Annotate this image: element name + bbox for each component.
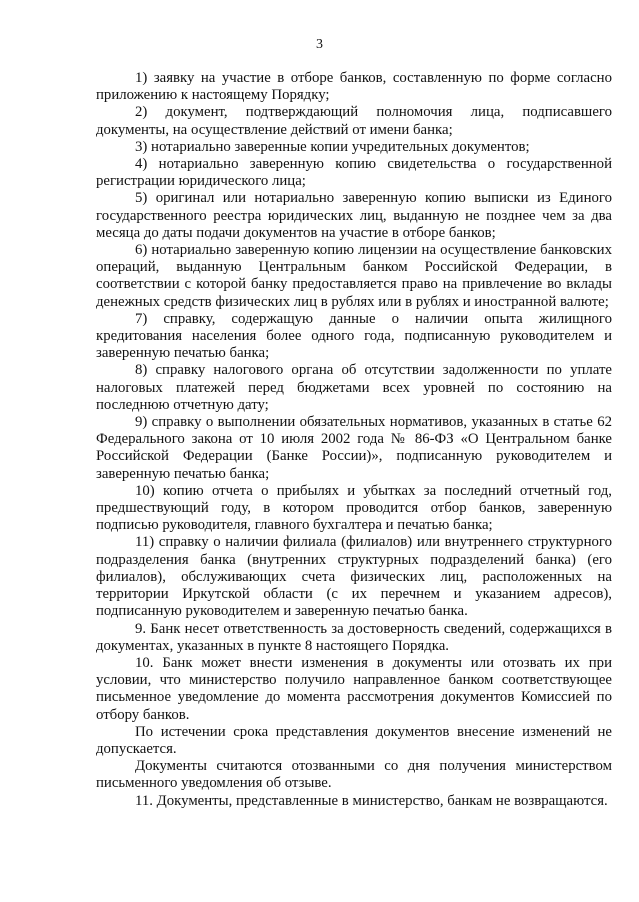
document-body [96,70,612,810]
list-item-5: 5) оригинал или нотариально заверенную копию выписки из Единого государственного реестра юридических лиц, выданную не позднее чем за два месяца до даты подачи документов на участие в отборе банков; [96,190,612,241]
list-item-9: 9) справку о выполнении обязательных нормативов, указанных в статье 62 Федерального закона от 10 июля 2002 года № 86-ФЗ «О Центральном банке Российской Федерации (Банке России)», подписанную руководителем и заверенную печатью банка; [96,414,612,482]
list-item-11: 11) справку о наличии филиала (филиалов) или внутреннего структурного подразделения банка (внутренних структурных подразделений банка) (его филиалов), обслуживающих счета физических лиц, расположенных на территории Иркутской области (с их перечнем и указанием адресов), подписанную руководителем и заверенную печатью банка. [96,534,612,620]
list-item-1: 1) заявку на участие в отборе банков, составленную по форме согласно приложению к настоящему Порядку; [96,70,612,104]
list-item-10: 10) копию отчета о прибылях и убытках за последний отчетный год, предшествующий году, в котором проводится отбор банков, заверенную подписью руководителя, главного бухгалтера и печатью банка; [96,482,612,534]
clause-10: 10. Банк может внести изменения в документы или отозвать их при условии, что министерство получило направленное банком соответствующее письменное уведомление до момента рассмотрения документов Комиссией по отбору банков. [96,654,612,723]
list-item-4: 4) нотариально заверенную копию свидетельства о государственной регистрации юридического лица; [96,156,612,190]
clause-10-paragraph-2: По истечении срока представления документов внесение изменений не допускается. [96,723,612,757]
list-item-3: 3) нотариально заверенные копии учредительных документов; [135,138,530,155]
clause-10-paragraph-3: Документы считаются отозванными со дня получения министерством письменного уведомления об отзыве. [96,758,612,792]
clause-9: 9. Банк несет ответственность за достоверность сведений, содержащихся в документах, указанных в пункте 8 настоящего Порядка. [96,620,612,654]
clause-11: 11. Документы, представленные в министерство, банкам не возвращаются. [135,792,608,809]
list-item-8: 8) справку налогового органа об отсутствии задолженности по уплате налоговых платежей перед бюджетами всех уровней по состоянию на последнюю отчетную дату; [96,362,612,413]
list-item-2: 2) документ, подтверждающий полномочия лица, подписавшего документы, на осуществление действий от имени банка; [96,104,612,138]
list-item-6: 6) нотариально заверенную копию лицензии на осуществление банковских операций, выданную Центральным банком Российской Федерации, в соответствии с которой банку предоставляется право на привлечение во вклады денежных средств физических лиц в рублях или в рублях и иностранной валюте; [96,242,612,310]
list-item-7: 7) справку, содержащую данные о наличии опыта жилищного кредитования населения более одного года, подписанную руководителем и заверенную печатью банка; [96,310,612,362]
page-number: 3 [316,37,323,52]
